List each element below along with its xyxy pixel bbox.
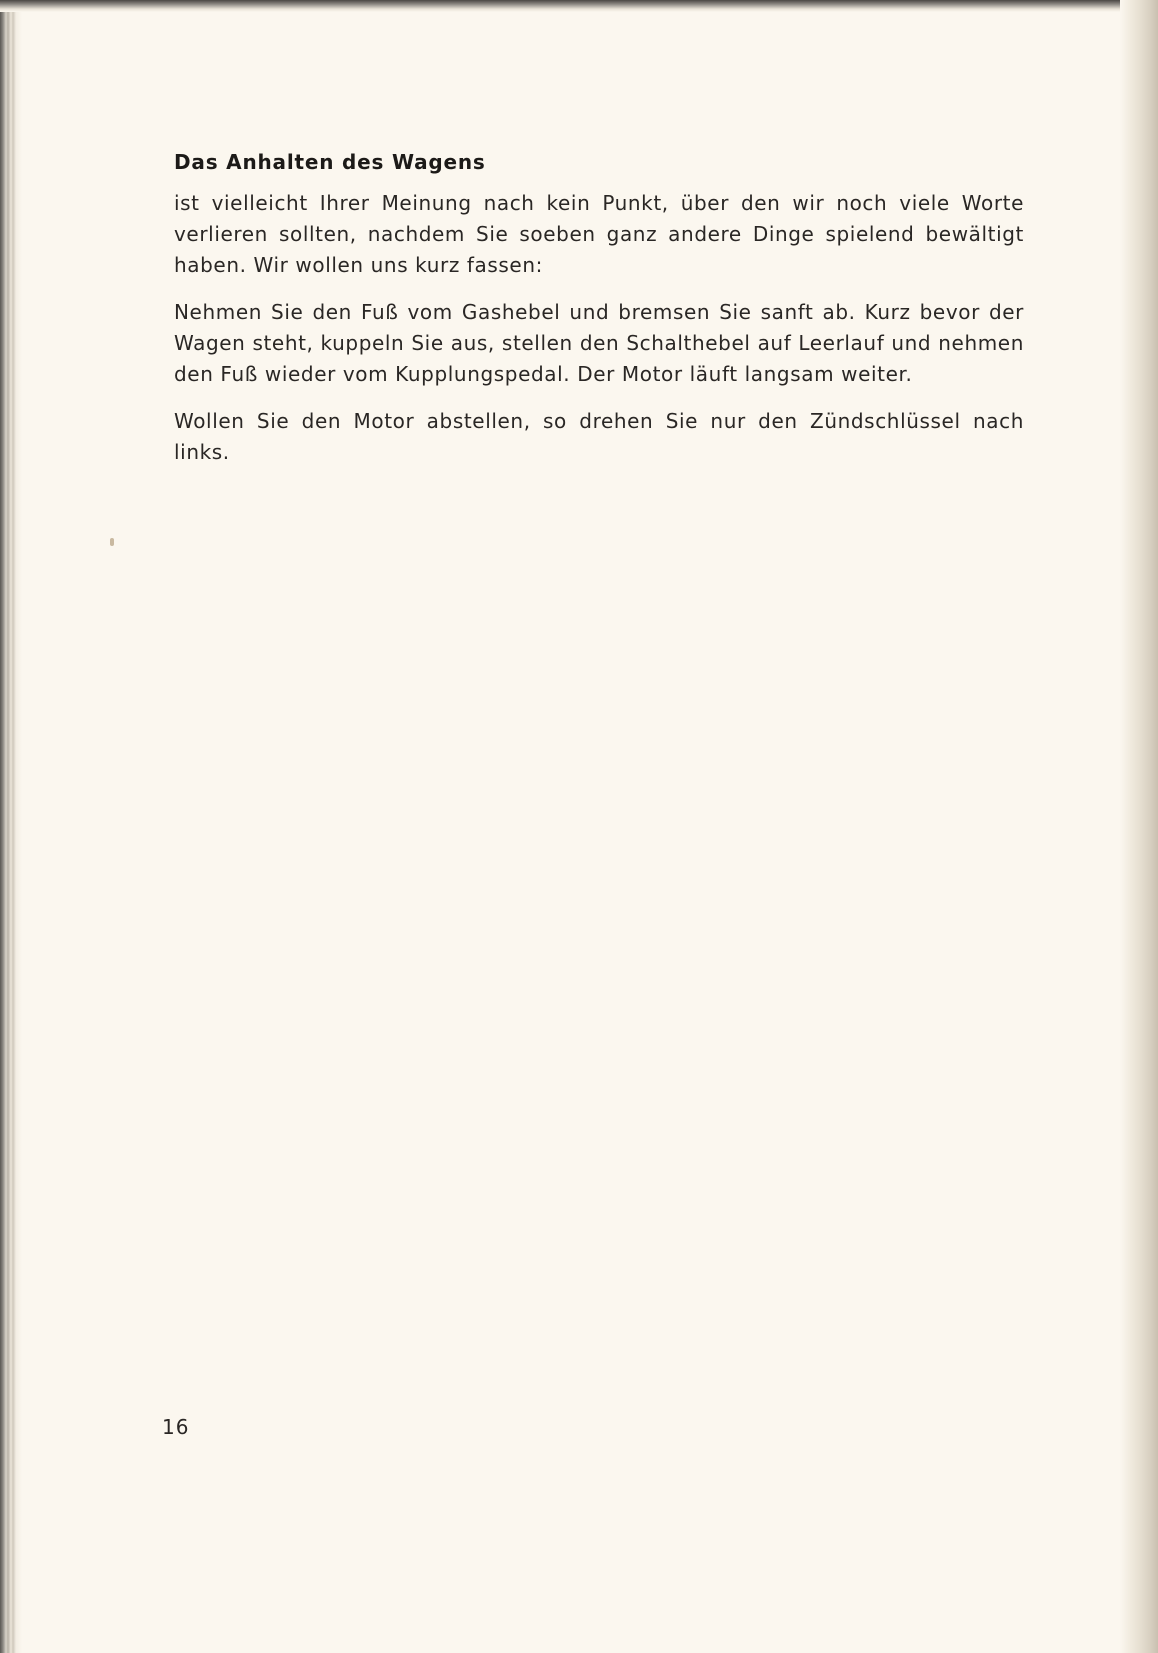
paragraph-stopping: Nehmen Sie den Fuß vom Gashebel und bremsen Sie sanft ab. Kurz bevor der Wagen steht, kuppeln Sie aus, stellen den Schalthebel auf Leerlauf und nehmen den Fuß wieder vom Kupplungspedal. Der Motor läuft langsam weiter. xyxy=(174,300,1024,386)
page-number: 16 xyxy=(162,1415,190,1439)
top-edge xyxy=(0,0,1158,12)
paragraph-engine-off: Wollen Sie den Motor abstellen, so drehen Sie nur den Zündschlüssel nach links. xyxy=(174,409,1024,464)
section-heading: Das Anhalten des Wagens xyxy=(174,150,486,174)
right-edge xyxy=(1120,0,1158,1653)
binding-edge xyxy=(0,0,22,1653)
page-content xyxy=(174,150,1024,484)
paper-speck xyxy=(110,538,114,546)
paragraph-intro: ist vielleicht Ihrer Meinung nach kein Punkt, über den wir noch viele Worte verlieren sollten, nachdem Sie soeben ganz andere Dinge spielend bewältigt haben. Wir wollen uns kurz fassen: xyxy=(174,191,1024,277)
